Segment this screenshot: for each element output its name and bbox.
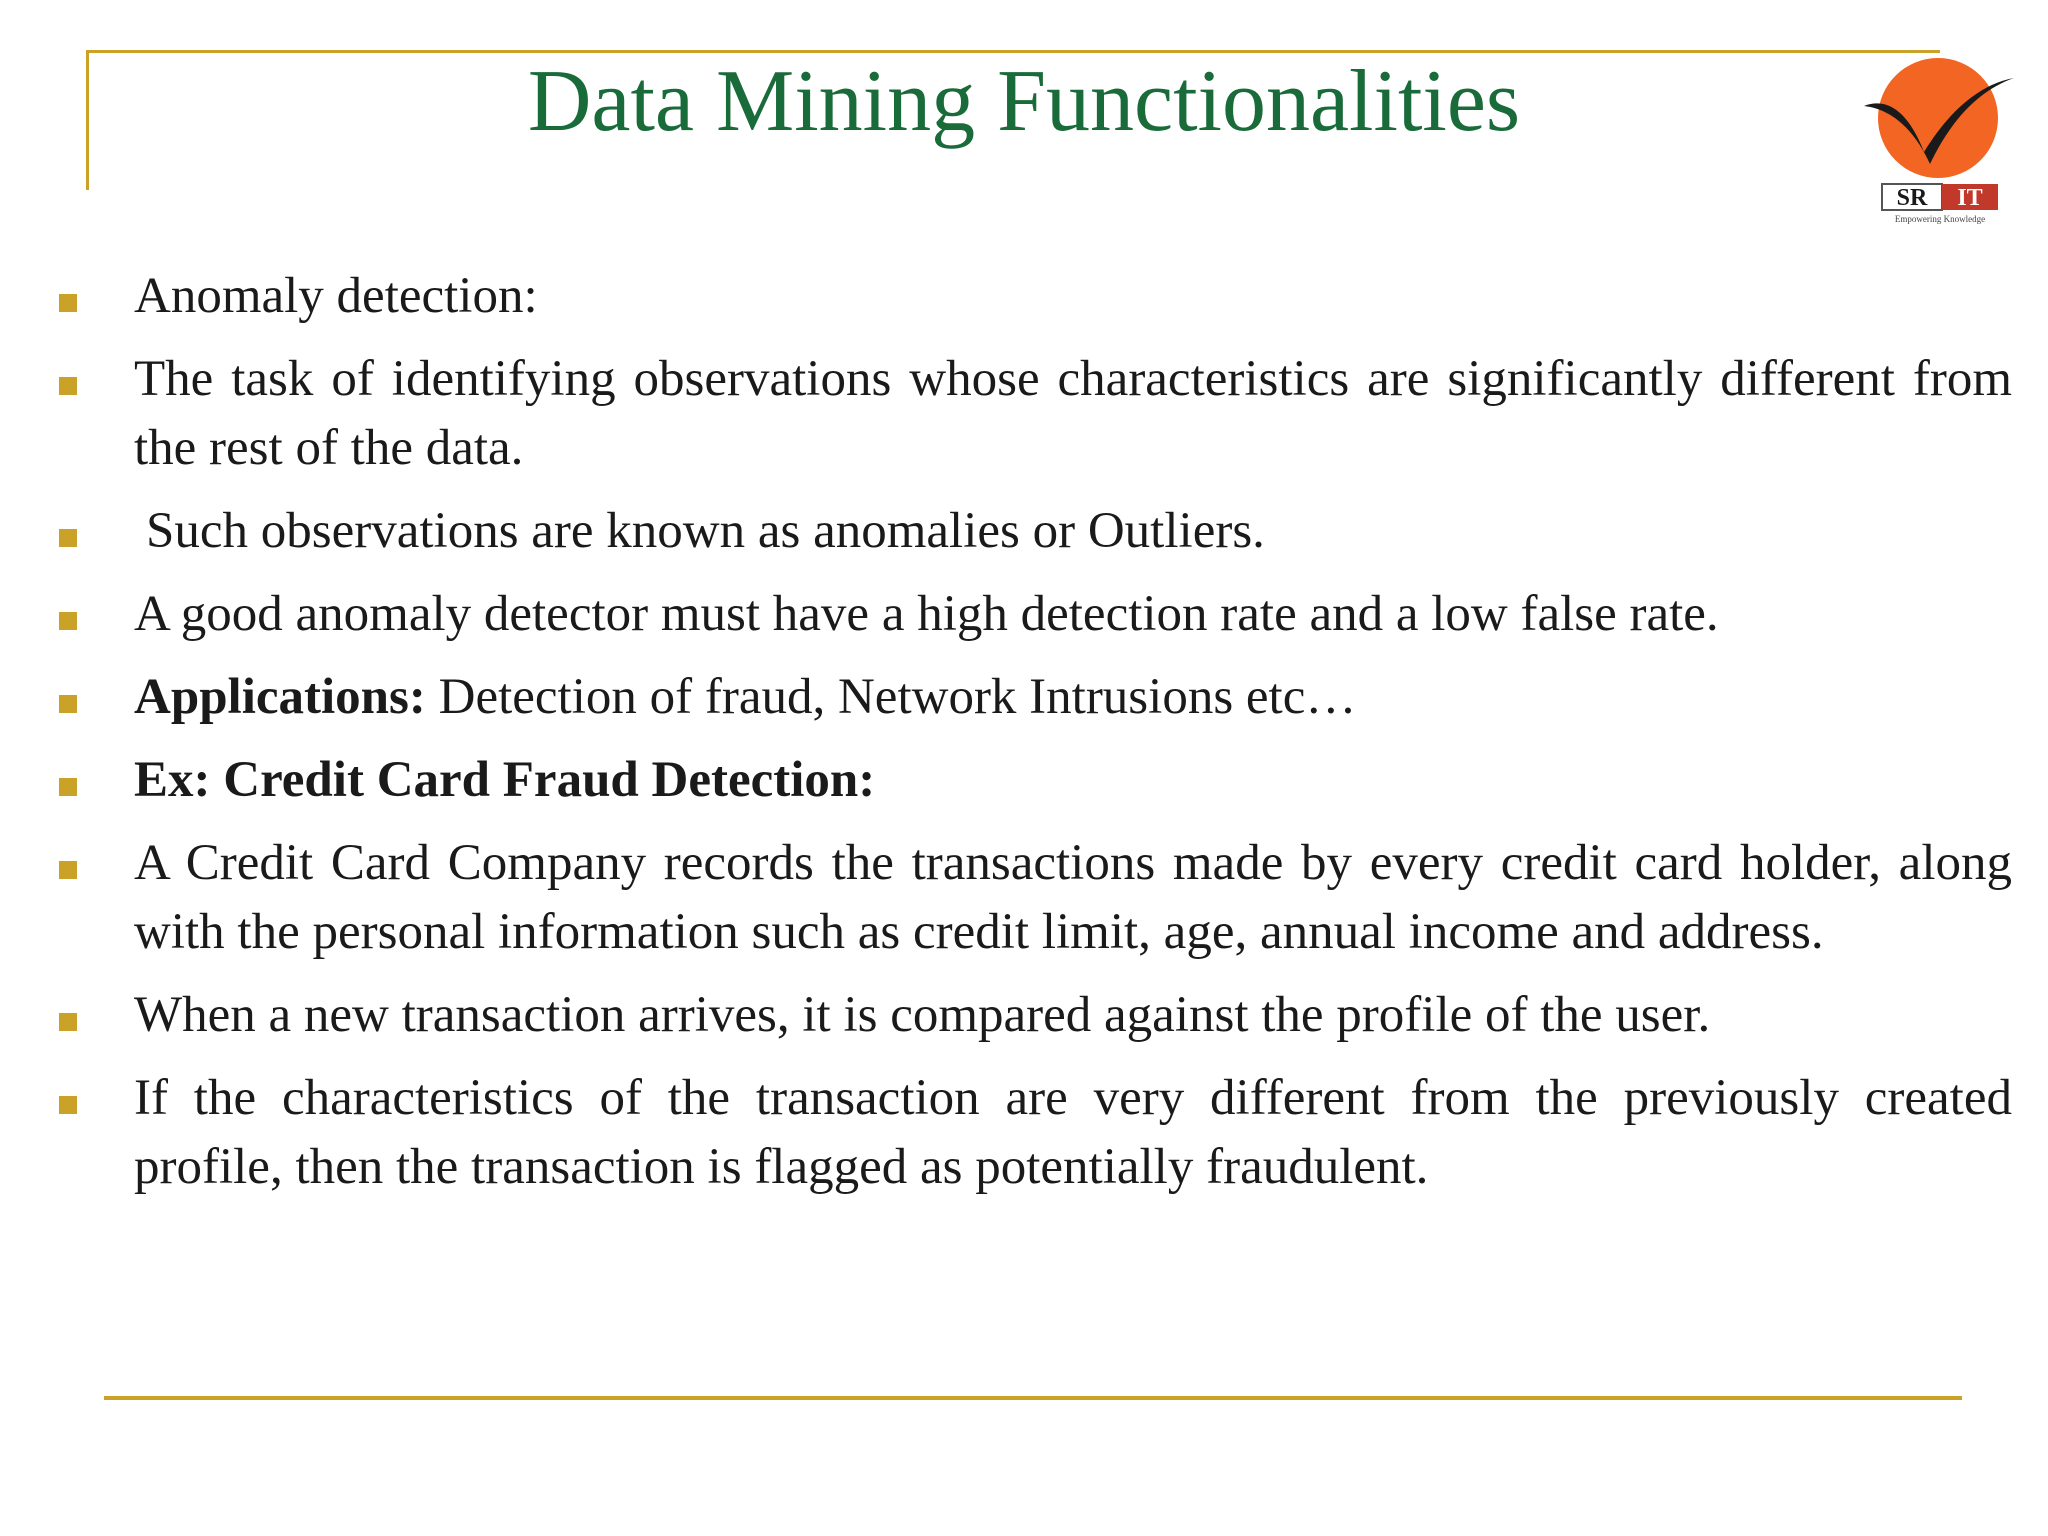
bullet-lead: Ex: Credit Card Fraud Detection: — [134, 752, 876, 808]
square-bullet-icon — [59, 778, 77, 796]
bullet-lead: Applications: — [134, 669, 426, 725]
bullet-item — [56, 663, 2012, 732]
bullet-item — [56, 981, 2012, 1050]
logo-text-left: SR — [1896, 185, 1928, 211]
bullet-item — [56, 1064, 2012, 1202]
bullet-text: A Credit Card Company records the transactions made by every credit card holder, along with the personal information such as credit limit, age, annual income and address. — [134, 835, 2012, 960]
square-bullet-icon — [59, 612, 77, 630]
logo-text-right: IT — [1957, 185, 1983, 211]
bullet-text: A good anomaly detector must have a high detection rate and a low false rate. — [134, 586, 1719, 642]
bullet-item — [56, 746, 2012, 815]
bullet-item — [56, 829, 2012, 967]
bullet-text: Detection of fraud, Network Intrusions etc… — [425, 669, 1357, 725]
square-bullet-icon — [59, 861, 77, 879]
slide-title: Data Mining Functionalities — [527, 53, 1521, 150]
square-bullet-icon — [59, 377, 77, 395]
square-bullet-icon — [59, 1096, 77, 1114]
logo-tagline: Empowering Knowledge — [1894, 214, 1986, 224]
bullet-text: The task of identifying observations whose characteristics are significantly different from the rest of the data. — [134, 351, 2012, 476]
square-bullet-icon — [59, 695, 77, 713]
square-bullet-icon — [59, 294, 77, 312]
bullet-item — [56, 497, 2012, 566]
bullet-text: When a new transaction arrives, it is compared against the profile of the user. — [134, 987, 1711, 1043]
bullet-text: If the characteristics of the transaction are very different from the previously created profile, then the transaction is flagged as potentially fraudulent. — [134, 1070, 2012, 1195]
bullet-item — [56, 580, 2012, 649]
square-bullet-icon — [59, 1013, 77, 1031]
bullet-text: Such observations are known as anomalies or Outliers. — [146, 503, 1265, 559]
bullet-item — [56, 345, 2012, 483]
square-bullet-icon — [59, 529, 77, 547]
footer-rule — [104, 1396, 1962, 1400]
bullet-list — [56, 262, 2012, 1216]
srit-logo — [1860, 56, 2016, 228]
bullet-text: Anomaly detection: — [134, 268, 538, 324]
bullet-item — [56, 262, 2012, 331]
